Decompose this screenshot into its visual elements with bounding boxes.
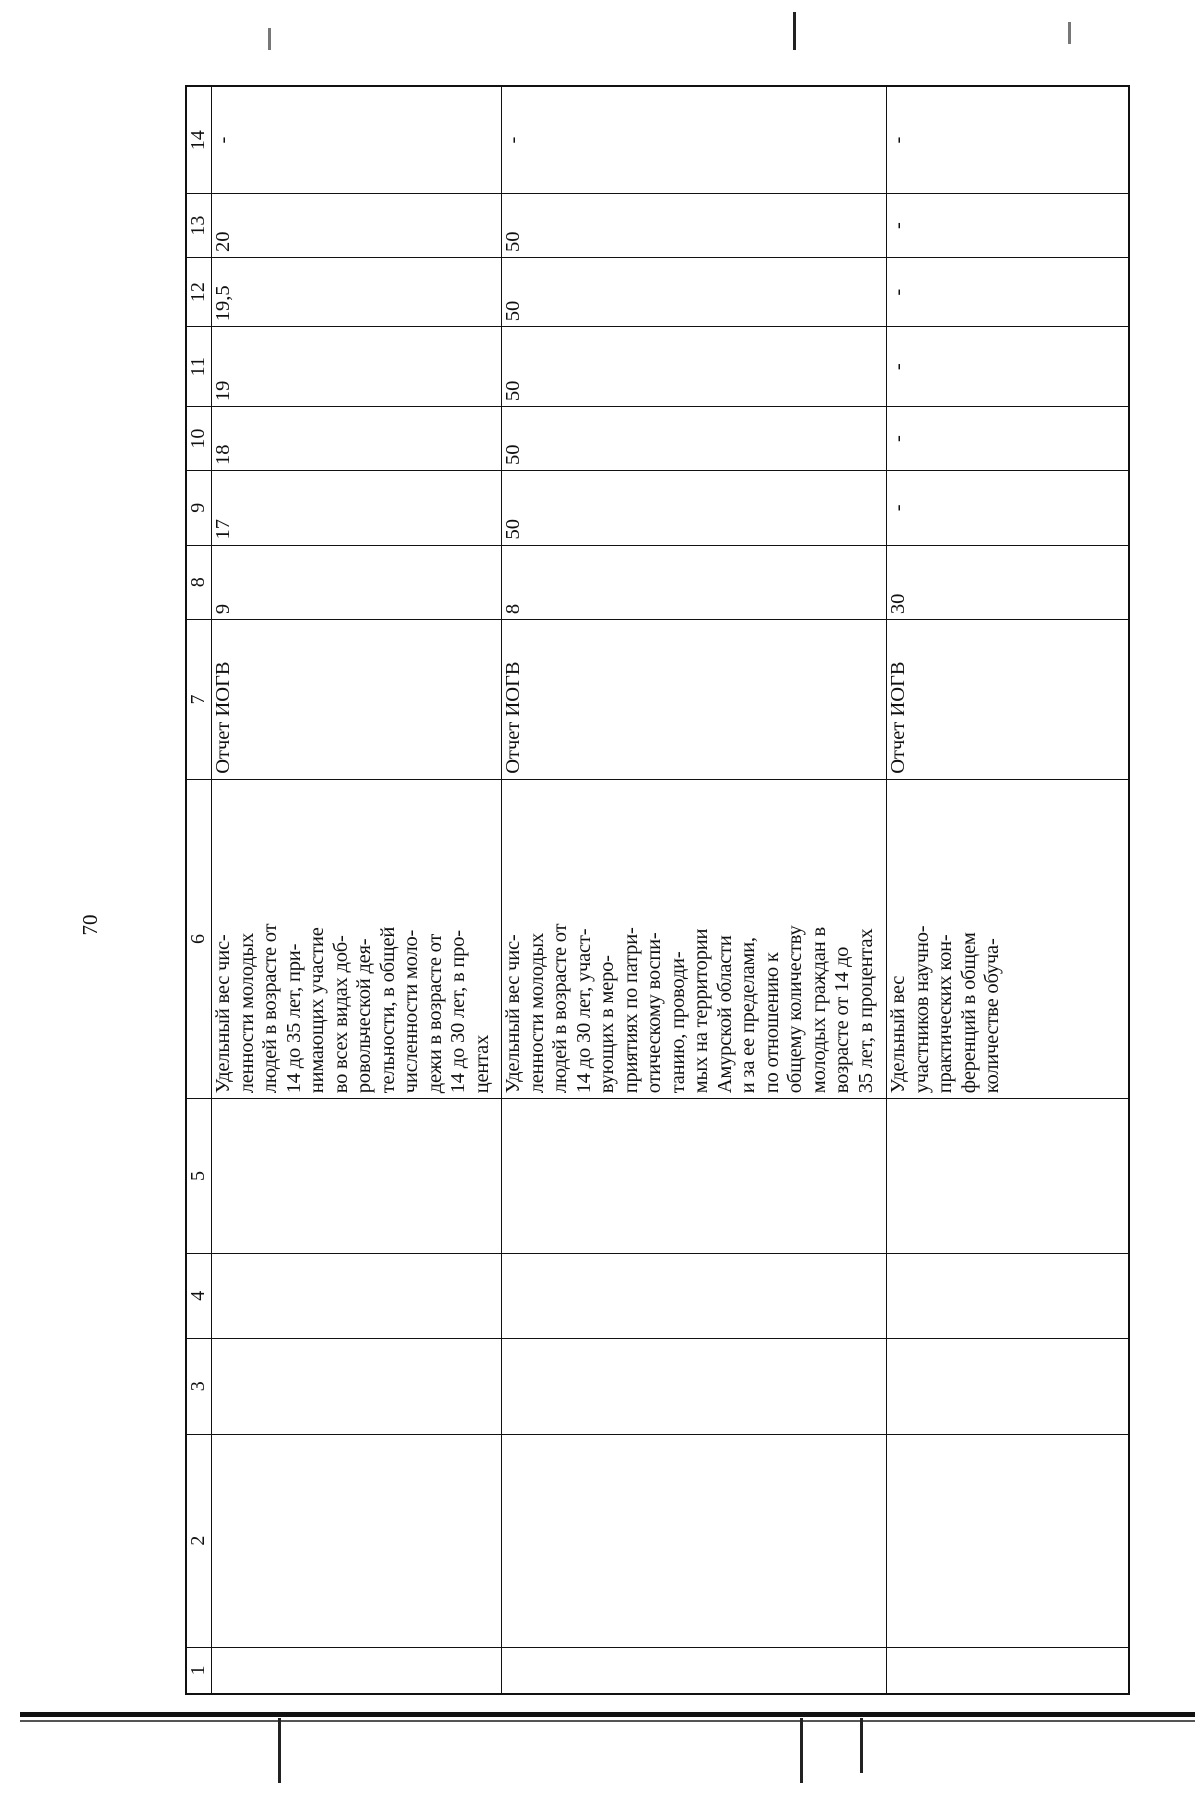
data-source: Отчет ИОГВ: [212, 620, 502, 780]
rotated-table-wrapper: [185, 85, 1130, 1695]
description-line: возрасте от 14 до: [831, 946, 853, 1094]
value-col-8: 9: [212, 545, 502, 620]
page-number: 70: [77, 914, 102, 936]
description-line: Амурской области: [713, 935, 736, 1094]
column-header-7: 7: [186, 620, 212, 780]
description-line: практических кон-: [934, 934, 956, 1094]
value-col-14: -: [212, 86, 502, 194]
description-line: Удельный вес чис-: [212, 934, 234, 1094]
column-header-1: 1: [186, 1647, 212, 1694]
cell-col-4: [502, 1253, 887, 1338]
scan-mark: [278, 1718, 281, 1783]
scan-mark: [793, 12, 796, 50]
cell-col-5: [212, 1099, 502, 1253]
value-col-11: -: [887, 327, 1130, 407]
description-line: центах: [470, 1034, 493, 1094]
description-line: Удельный вес: [887, 975, 909, 1094]
value-col-14: -: [502, 86, 887, 194]
indicator-description: [212, 779, 502, 1098]
description-line: общему количеству: [784, 925, 806, 1094]
description-line: во всех видах доб-: [329, 935, 352, 1094]
cell-col-2: [502, 1434, 887, 1647]
value-col-9: -: [887, 471, 1130, 546]
data-source: Отчет ИОГВ: [887, 620, 1130, 780]
description-line: молодых граждан в: [807, 927, 830, 1094]
value-col-13: -: [887, 194, 1130, 258]
description-line: отическому воспи-: [643, 932, 665, 1094]
column-header-6: 6: [186, 779, 212, 1098]
cell-col-5: [502, 1099, 887, 1253]
description-line: по отношению к: [760, 952, 783, 1094]
column-header-9: 9: [186, 471, 212, 546]
cell-col-4: [887, 1253, 1130, 1338]
value-col-10: 18: [212, 407, 502, 471]
column-header-12: 12: [186, 258, 212, 327]
description-line: танию, проводи-: [666, 951, 689, 1094]
column-header-2: 2: [186, 1434, 212, 1647]
description-line: численности моло-: [400, 929, 422, 1094]
scan-mark: [268, 28, 271, 50]
value-col-12: 50: [502, 258, 887, 327]
value-col-10: -: [887, 407, 1130, 471]
cell-col-1: [212, 1647, 502, 1694]
cell-col-3: [212, 1338, 502, 1434]
scan-mark: [1068, 22, 1071, 44]
scan-mark: [800, 1718, 803, 1783]
description-line: нимающих участие: [306, 927, 328, 1094]
cell-col-1: [502, 1647, 887, 1694]
cell-col-2: [212, 1434, 502, 1647]
description-line: ференций в общем: [957, 932, 980, 1094]
table-row: [887, 86, 1130, 1694]
description-line: 14 до 30 лет, участ-: [572, 928, 595, 1094]
description-line: мых на территории: [690, 928, 712, 1094]
description-line: и за ее пределами,: [737, 937, 759, 1094]
value-col-8: 8: [502, 545, 887, 620]
value-col-12: 19,5: [212, 258, 502, 327]
header-row: [186, 86, 212, 1694]
cell-col-2: [887, 1434, 1130, 1647]
description-line: людей в возрасте от: [259, 923, 281, 1094]
value-col-11: 19: [212, 327, 502, 407]
value-col-12: -: [887, 258, 1130, 327]
description-line: Удельный вес чис-: [502, 934, 524, 1094]
indicators-table: [185, 85, 1130, 1695]
description-line: тельности, в общей: [376, 926, 399, 1094]
description-line: ленности молодых: [525, 932, 548, 1094]
description-line: 14 до 30 лет, в про-: [447, 930, 469, 1094]
column-header-3: 3: [186, 1338, 212, 1434]
value-col-13: 20: [212, 194, 502, 258]
column-header-5: 5: [186, 1099, 212, 1253]
cell-col-1: [887, 1647, 1130, 1694]
cell-col-3: [887, 1338, 1130, 1434]
value-col-11: 50: [502, 327, 887, 407]
value-col-14: -: [887, 86, 1130, 194]
description-line: ленности молодых: [235, 932, 258, 1094]
description-line: количестве обуча-: [981, 938, 1003, 1094]
column-header-10: 10: [186, 407, 212, 471]
column-header-11: 11: [186, 327, 212, 407]
scan-mark: [860, 1718, 863, 1773]
description-line: 14 до 35 лет, при-: [282, 943, 305, 1094]
column-header-8: 8: [186, 545, 212, 620]
description-line: дежи в возрасте от: [423, 933, 446, 1094]
value-col-8: 30: [887, 545, 1130, 620]
column-header-14: 14: [186, 86, 212, 194]
value-col-13: 50: [502, 194, 887, 258]
description-line: приятиях по патри-: [619, 927, 642, 1094]
description-line: участников научно-: [910, 925, 933, 1094]
column-header-13: 13: [186, 194, 212, 258]
column-header-4: 4: [186, 1253, 212, 1338]
cell-col-5: [887, 1099, 1130, 1253]
table-row: [212, 86, 502, 1694]
indicator-description: [502, 779, 887, 1098]
value-col-9: 50: [502, 471, 887, 546]
description-line: людей в возрасте от: [549, 923, 571, 1094]
cell-col-3: [502, 1338, 887, 1434]
description-line: ровольческой дея-: [353, 938, 375, 1094]
data-source: Отчет ИОГВ: [502, 620, 887, 780]
table-row: [502, 86, 887, 1694]
value-col-10: 50: [502, 407, 887, 471]
scan-edge-bar: [20, 1712, 1195, 1717]
cell-col-4: [212, 1253, 502, 1338]
value-col-9: 17: [212, 471, 502, 546]
scan-edge-line: [20, 1720, 1195, 1722]
indicator-description: [887, 779, 1130, 1098]
description-line: 35 лет, в процентах: [854, 928, 877, 1094]
description-line: вующих в меро-: [596, 955, 618, 1094]
